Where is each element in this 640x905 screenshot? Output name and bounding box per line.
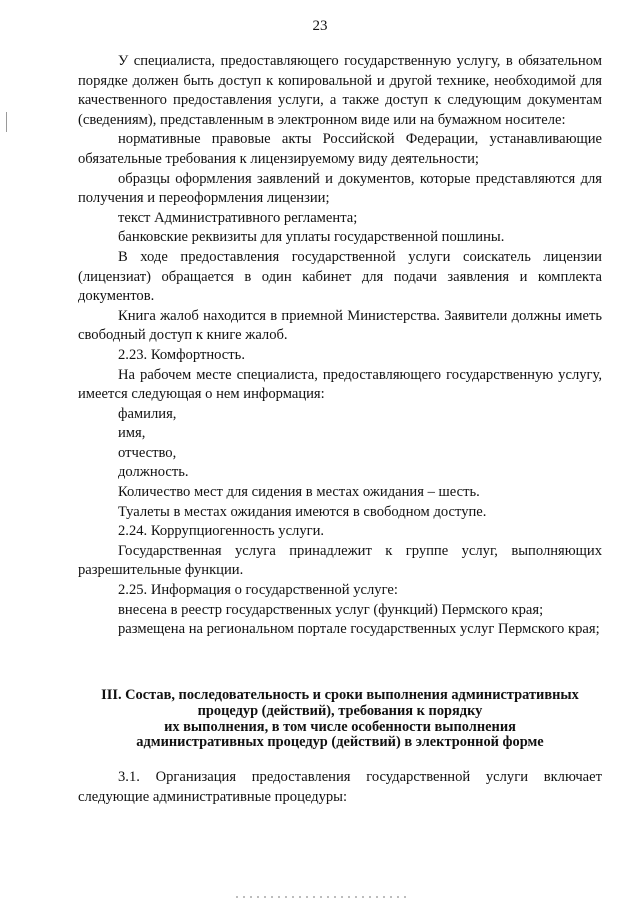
paragraph: 2.24. Коррупциогенность услуги. — [118, 523, 325, 540]
paragraph: 3.1. Организация предоставления государственной услуги включает следующие административные процедуры: — [78, 769, 602, 805]
paragraph: Туалеты в местах ожидания имеются в свободном доступе. — [118, 503, 487, 520]
list-item: фамилия, — [118, 405, 177, 422]
paragraph: образцы оформления заявлений и документов, которые представляются для получения и переоформления лицензии; — [78, 170, 602, 207]
paragraph: В ходе предоставления государственной услуги соискатель лицензии (лицензиат) обращается в один кабинет для подачи заявления и комплекта документов. — [78, 248, 602, 305]
paragraph: нормативные правовые акты Российской Федерации, устанавливающие обязательные требования к лицензируемому виду деятельности; — [78, 131, 602, 167]
section-heading-line: административных процедур (действий) в электронной форме — [136, 734, 544, 751]
list-item: имя, — [118, 425, 146, 442]
paragraph: текст Административного регламента; — [118, 209, 358, 226]
paragraph: Государственная услуга принадлежит к группе услуг, выполняющих разрешительные функции. — [78, 542, 602, 579]
list-item: отчество, — [118, 444, 177, 461]
paragraph: Книга жалоб находится в приемной Министерства. Заявители должны иметь свободный доступ к книге жалоб. — [78, 307, 602, 344]
section-heading-line: III. Состав, последовательность и сроки выполнения административных — [101, 687, 579, 703]
closing-section — [78, 768, 602, 807]
list-item: должность. — [118, 464, 189, 481]
paragraph: внесена в реестр государственных услуг (функций) Пермского края; — [118, 601, 544, 618]
paragraph: размещена на региональном портале государственных услуг Пермского края; — [118, 621, 600, 638]
paragraph: 2.23. Комфортность. — [118, 346, 245, 363]
page-number: 23 — [312, 18, 328, 34]
paragraph: 2.25. Информация о государственной услуге: — [118, 582, 398, 599]
section-heading-line: их выполнения, в том числе особенности выполнения — [164, 718, 516, 735]
paragraph: На рабочем месте специалиста, предоставляющего государственную услугу, имеется следующая о нем информация: — [78, 366, 602, 403]
section-heading — [78, 688, 602, 751]
paragraph: У специалиста, предоставляющего государственную услугу, в обязательном порядке должен быть доступ к копировальной и другой технике, необходимой для качественного предоставления услуги, а также доступ к следующим документам (сведениям), представленным в электронном виде или на бумажном носителе: — [78, 53, 602, 128]
scan-artifact — [236, 896, 406, 898]
scan-margin-mark — [6, 112, 7, 132]
section-heading-line: процедур (действий), требования к порядку — [197, 702, 483, 719]
document-body — [78, 52, 602, 640]
paragraph: банковские реквизиты для уплаты государственной пошлины. — [118, 229, 505, 246]
paragraph: Количество мест для сидения в местах ожидания – шесть. — [118, 484, 480, 501]
